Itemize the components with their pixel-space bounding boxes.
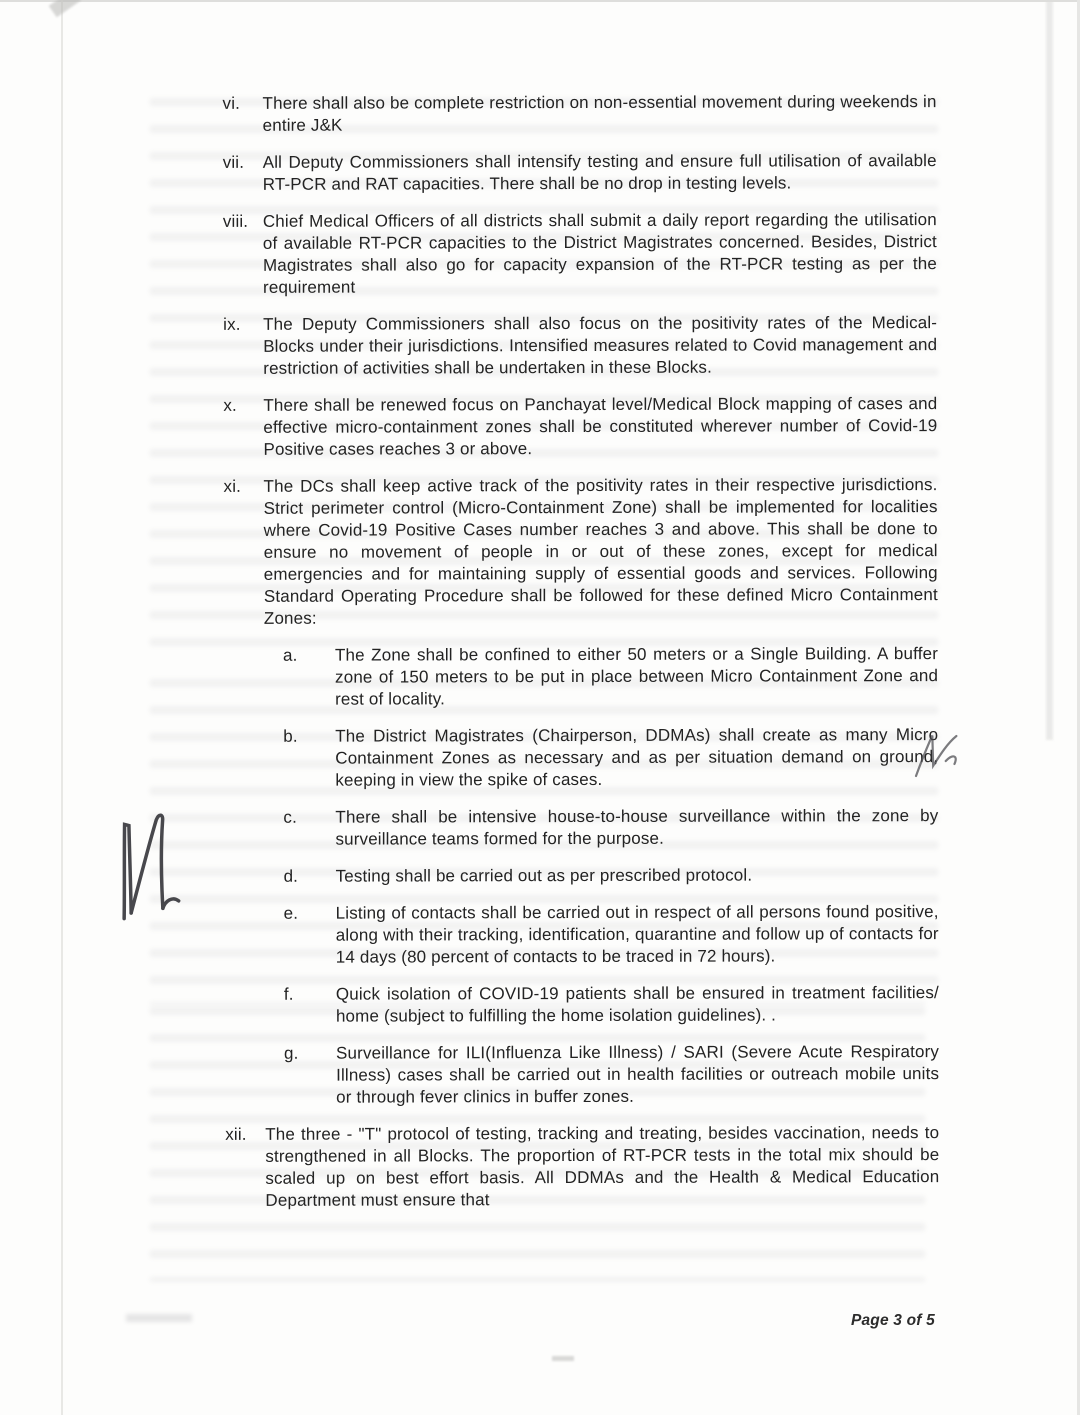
item-text: Chief Medical Officers of all districts shall submit a daily report regarding the utilisation of available RT-PCR capacities to the District Magistrates concerned. Besides, District Magistrates shall also go for capacity expansion of the RT-PCR testing as per the requirement: [262, 210, 937, 297]
scan-shadow-right: [1046, 0, 1053, 740]
item-marker: xi.: [223, 476, 242, 496]
sub-item-c: [283, 805, 938, 851]
item-text: There shall also be complete restriction on non-essential movement during weekends in entire J&K: [262, 92, 937, 135]
scan-corner-mark: [49, 0, 82, 17]
sub-item-b: [283, 724, 938, 792]
scan-smudge: [552, 1356, 574, 1361]
list-item-xii: [225, 1122, 939, 1212]
item-marker: f.: [283, 984, 294, 1004]
list-item-vii: [223, 150, 937, 196]
sub-item-e: [284, 901, 939, 969]
list-item-xi: [224, 474, 938, 630]
item-marker: b.: [283, 726, 298, 746]
handwritten-tick: [908, 726, 964, 790]
item-text: Testing shall be carried out as per prescribed protocol.: [335, 865, 753, 886]
item-marker: g.: [284, 1043, 299, 1063]
item-text: The three - "T" protocol of testing, tracking and treating, besides vaccination, needs to strengthened in all Blocks. The proportion of RT-PCR tests in the total mix should be scaled up on best effort basis. All DDMAs and the Health & Medical Education Department must ensure that: [265, 1123, 940, 1210]
item-text: The District Magistrates (Chairperson, DDMAs) shall create as many Micro Containment Zones as necessary and as per situation demand on ground, keeping in view the spike of cases.: [335, 725, 939, 790]
item-marker: a.: [282, 645, 298, 665]
list-item-x: [223, 393, 937, 461]
item-marker: x.: [223, 395, 237, 415]
item-text: Quick isolation of COVID-19 patients shall be ensured in treatment facilities/ home (subject to fulfilling the home isolation guidelines). .: [335, 983, 939, 1026]
item-text: The Zone shall be confined to either 50 meters or a Single Building. A buffer zone of 150 meters to be put in place between Micro Containment Zone and rest of locality.: [334, 644, 939, 709]
sub-list: [283, 643, 939, 1109]
item-text: There shall be intensive house-to-house surveillance within the zone by surveillance teams formed for the purpose.: [335, 806, 939, 849]
sub-item-f: [284, 982, 939, 1028]
item-text: Surveillance for ILI(Influenza Like Illness) / SARI (Severe Acute Respiratory Illness) cases shall be carried out in health facilities or outreach mobile units or through fever clinics in buffer zones.: [336, 1042, 940, 1107]
item-marker: e.: [283, 903, 299, 923]
list-item-ix: [223, 312, 937, 380]
page-number: Page 3 of 5: [850, 1312, 935, 1329]
list-item-vi: [223, 91, 937, 137]
item-text: All Deputy Commissioners shall intensify testing and ensure full utilisation of available RT-PCR and RAT capacities. There shall be no drop in testing levels.: [262, 151, 937, 194]
item-marker: c.: [283, 807, 297, 827]
sub-item-d: [284, 864, 939, 888]
item-marker: viii.: [222, 211, 249, 231]
sub-item-a: [283, 643, 938, 711]
scan-edge-left: [61, 0, 63, 1415]
item-text: There shall be renewed focus on Panchayat level/Medical Block mapping of cases and effective micro-containment zones shall be constituted wherever number of Covid-19 Positive cases reaches 3 or above.: [263, 394, 938, 459]
item-marker: xii.: [225, 1124, 247, 1144]
list-item-viii: [223, 209, 937, 299]
item-text: The Deputy Commissioners shall also focus on the positivity rates of the Medical-Blocks under their jurisdictions. Intensified measures related to Covid management and restriction of activities shall be undertaken in these Blocks.: [263, 313, 938, 378]
item-text: The DCs shall keep active track of the positivity rates in their respective jurisdictions. Strict perimeter control (Micro-Containment Zone) shall be implemented for localities where Covid-19 Positive Cases number reaches 3 and above. This shall be done to ensure no movement of people in or out of these zones, except for medical emergencies and for maintaining supply of essential goods and services. Following Standard Operating Procedure shall be followed for these defined Micro Containment Zones:: [263, 475, 938, 628]
item-text: Listing of contacts shall be carried out in respect of all persons found positive, along with their tracking, identification, quarantine and follow up of contacts for 14 days (80 percent of contacts to be traced in 72 hours).: [335, 902, 939, 967]
scan-edge-top: [0, 0, 1080, 2]
bleed-through-page-number: [126, 1314, 192, 1326]
document-body: [223, 91, 940, 1227]
sub-item-g: [284, 1041, 939, 1109]
item-marker: vii.: [222, 152, 245, 172]
item-marker: vi.: [222, 93, 241, 113]
handwritten-mark: [100, 806, 220, 926]
item-marker: d.: [283, 866, 299, 886]
item-marker: ix.: [223, 314, 241, 334]
